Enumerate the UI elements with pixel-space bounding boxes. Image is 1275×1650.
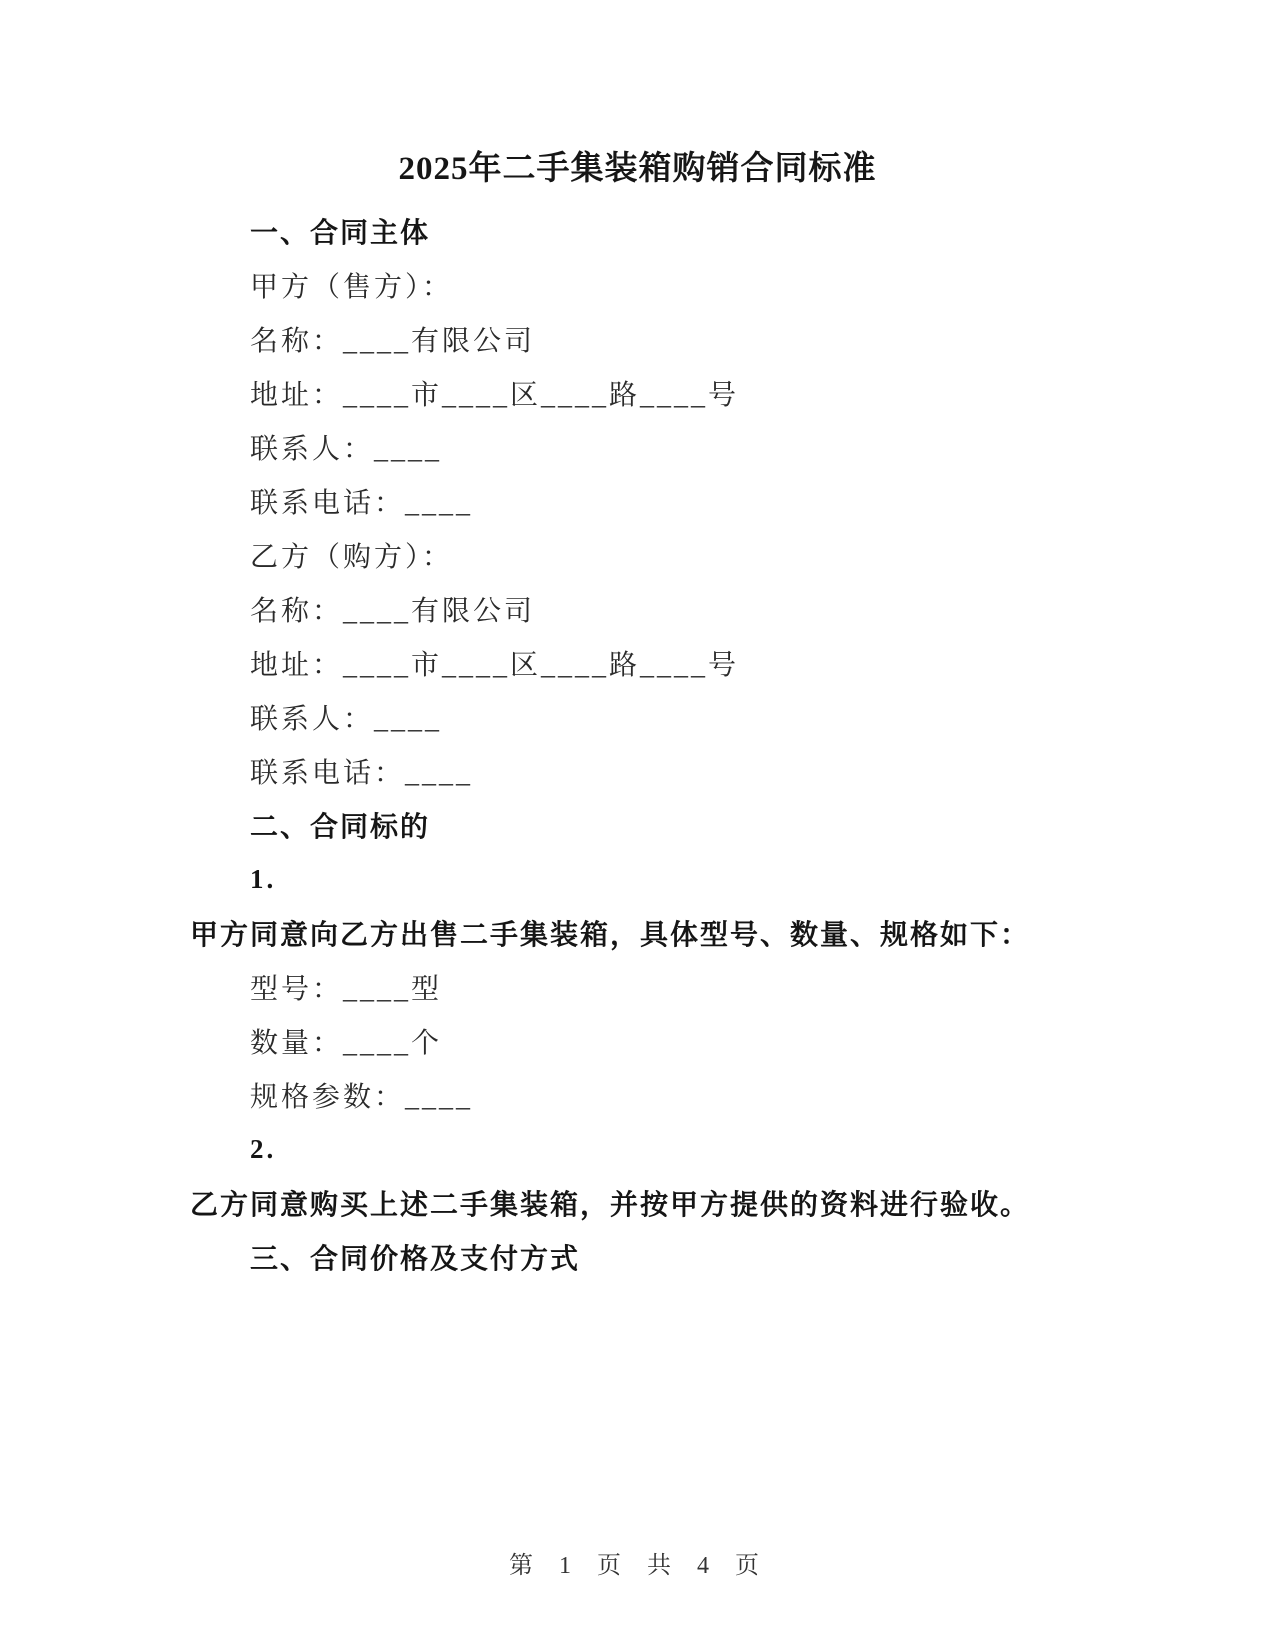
party-b-name-blank: 名称：____有限公司	[250, 596, 536, 627]
party-a-label: 甲方（售方）：	[250, 272, 454, 303]
page-number-indicator: 第 1 页 共 4 页	[509, 1553, 766, 1579]
party-b-label: 乙方（购方）：	[250, 542, 454, 573]
clause-1-number: 1.	[250, 863, 277, 894]
party-a-phone-blank: 联系电话：____	[250, 488, 474, 519]
section-3-heading: 三、合同价格及支付方式	[250, 1244, 581, 1275]
party-a-name-blank: 名称：____有限公司	[250, 326, 536, 357]
party-b-contact-blank: 联系人：____	[250, 704, 443, 735]
clause-2-text: 乙方同意购买上述二手集装箱，并按甲方提供的资料进行验收。	[190, 1190, 1031, 1221]
clause-2-number: 2.	[250, 1133, 277, 1164]
party-b-address-blank: 地址：____市____区____路____号	[250, 650, 740, 681]
container-model-blank: 型号：____型	[250, 974, 443, 1005]
clause-1-text: 甲方同意向乙方出售二手集装箱，具体型号、数量、规格如下：	[190, 920, 1031, 951]
container-spec-blank: 规格参数：____	[250, 1082, 474, 1113]
party-a-address-blank: 地址：____市____区____路____号	[250, 380, 740, 411]
section-2-heading: 二、合同标的	[250, 812, 431, 843]
party-b-phone-blank: 联系电话：____	[250, 758, 474, 789]
party-a-contact-blank: 联系人：____	[250, 434, 443, 465]
document-title: 2025年二手集装箱购销合同标准	[398, 151, 877, 187]
section-1-heading: 一、合同主体	[250, 218, 431, 249]
document-body	[0, 204, 1275, 1284]
container-quantity-blank: 数量：____个	[250, 1028, 443, 1059]
